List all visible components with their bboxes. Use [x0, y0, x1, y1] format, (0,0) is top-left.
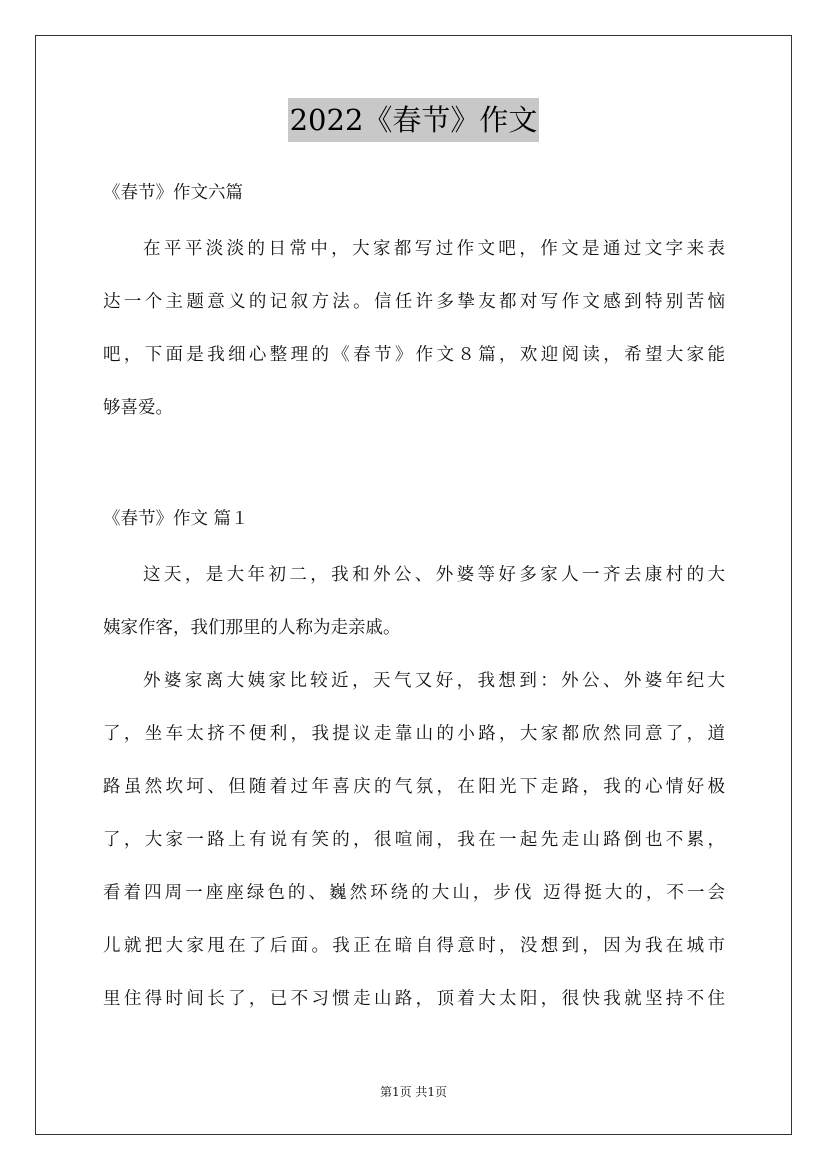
paragraph1-line-2: 姨家作客，我们那里的人称为走亲戚。 — [103, 618, 401, 638]
intro-line-4: 够喜爱。 — [103, 398, 173, 418]
title-container — [0, 98, 827, 142]
paragraph2-line-7: 里住得时间长了，已不习惯走山路，顶着大太阳，很快我就坚持不住 — [103, 989, 725, 1009]
subtitle: 《春节》作文六篇 — [103, 183, 243, 203]
intro-line-3: 吧，下面是我细心整理的《春节》作文８篇，欢迎阅读，希望大家能 — [103, 345, 725, 365]
paragraph1-line-1: 这天，是大年初二，我和外公、外婆等好多家人一齐去康村的大 — [143, 565, 725, 585]
document-title: 2022《春节》作文 — [288, 98, 540, 142]
intro-line-2: 达一个主题意义的记叙方法。信任许多挚友都对写作文感到特别苦恼 — [103, 292, 725, 312]
paragraph2-line-3: 路虽然坎坷、但随着过年喜庆的气氛，在阳光下走路，我的心情好极 — [103, 777, 725, 797]
paragraph2-line-4: 了，大家一路上有说有笑的，很喧闹，我在一起先走山路倒也不累， — [103, 830, 725, 850]
paragraph2-line-5: 看着四周一座座绿色的、巍然环绕的大山，步伐 迈得挺大的，不一会 — [103, 883, 725, 903]
section-heading: 《春节》作文 篇１ — [103, 509, 249, 529]
page-footer: 第1页 共1页 — [379, 1085, 448, 1099]
paragraph2-line-1: 外婆家离大姨家比较近，天气又好，我想到：外公、外婆年纪大 — [143, 671, 725, 691]
paragraph2-line-2: 了，坐车太挤不便利，我提议走靠山的小路，大家都欣然同意了，道 — [103, 724, 725, 744]
intro-line-1: 在平平淡淡的日常中，大家都写过作文吧，作文是通过文字来表 — [143, 239, 725, 259]
paragraph2-line-6: 儿就把大家甩在了后面。我正在暗自得意时，没想到，因为我在城市 — [103, 936, 725, 956]
